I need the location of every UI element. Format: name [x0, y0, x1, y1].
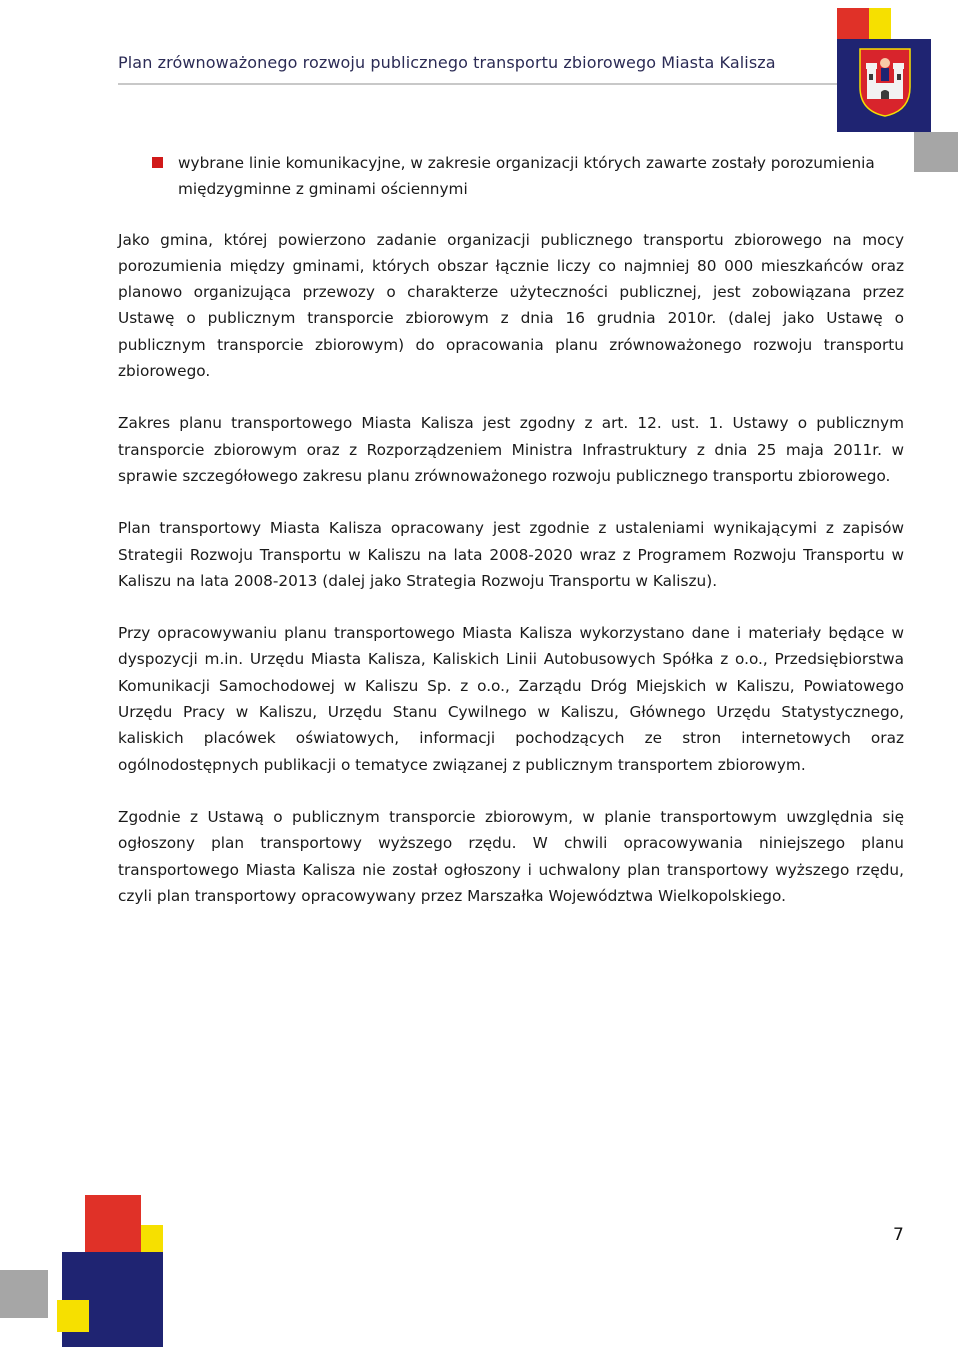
deco-red-square — [85, 1195, 141, 1252]
paragraph-5: Zgodnie z Ustawą o publicznym transporcie zbiorowym, w planie transportowym uwzględnia się ogłoszony plan transportowy wyższego rzędu. W chwili opracowywania niniejszego planu transportowego Miasta Kalisza nie został ogłoszony i uchwalony plan transportowy wyższego rzędu, czyli plan transportowy opracowywany przez Marszałka Województwa Wielkopolskiego. — [118, 807, 904, 905]
deco-gray-square — [914, 132, 958, 172]
page-number: 7 — [893, 1225, 904, 1245]
paragraph-3: Plan transportowy Miasta Kalisza opracowany jest zgodnie z ustaleniami wynikającymi z zapisów Strategii Rozwoju Transportu w Kaliszu na lata 2008-2020 wraz z Programem Rozwoju Transportu w Kaliszu na lata 2008-2013 (dalej jako Strategia Rozwoju Transportu w Kaliszu). — [118, 519, 904, 590]
paragraph-2: Zakres planu transportowego Miasta Kalisza jest zgodny z art. 12. ust. 1. Ustawy o publicznym transporcie zbiorowym oraz z Rozporządzeniem Ministra Infrastruktury z dnia 25 maja 2011r. w sprawie szczegółowego zakresu planu zrównoważonego rozwoju publicznego transportu zbiorowego. — [118, 414, 904, 485]
header-divider — [118, 83, 908, 85]
kalisz-coat-of-arms-icon — [858, 47, 912, 117]
bullet-text: wybrane linie komunikacyjne, w zakresie organizacji których zawarte zostały porozumienia międzygminne z gminami ościennymi — [178, 154, 875, 199]
deco-yellow-square — [141, 1225, 163, 1252]
paragraph-4: Przy opracowywaniu planu transportowego Miasta Kalisza wykorzystano dane i materiały będące w dyspozycji m.in. Urzędu Miasta Kalisza, Kaliskich Linii Autobusowych Spółka z o.o., Przedsiębiorstwa Komunikacji Samochodowej w Kaliszu Sp. z o.o., Zarządu Dróg Miejskich w Kaliszu, Powiatowego Urzędu Pracy w Kaliszu, Urzędu Stanu Cywilnego w Kaliszu, Głównego Urzędu Statystycznego, kaliskich placówek oświatowych, informacji pochodzących ze stron internetowych oraz ogólnodostępnych publikacji o tematyce związanej z publicznym transportem zbiorowym. — [118, 624, 904, 774]
paragraph-1: Jako gmina, której powierzono zadanie organizacji publicznego transportu zbiorowego na mocy porozumienia między gminami, których obszar łącznie liczy co najmniej 80 000 mieszkańców oraz planowo organizująca przewozy o charakterze użyteczności publicznej, jest zobowiązana przez Ustawę o publicznym transporcie zbiorowym z dnia 16 grudnia 2010r. (dalej jako Ustawę o publicznym transporcie zbiorowym) do opracowania planu zrównoważonego rozwoju transportu zbiorowego. — [118, 230, 904, 381]
document-body — [118, 150, 904, 909]
deco-yellow-small-square — [57, 1300, 89, 1332]
deco-gray-square — [0, 1270, 48, 1318]
deco-yellow-square — [869, 8, 891, 39]
page-header-title: Plan zrównoważonego rozwoju publicznego transportu zbiorowego Miasta Kalisza — [118, 53, 776, 72]
deco-red-square — [837, 8, 869, 39]
bullet-item — [118, 150, 904, 203]
red-square-bullet-icon — [152, 157, 163, 168]
